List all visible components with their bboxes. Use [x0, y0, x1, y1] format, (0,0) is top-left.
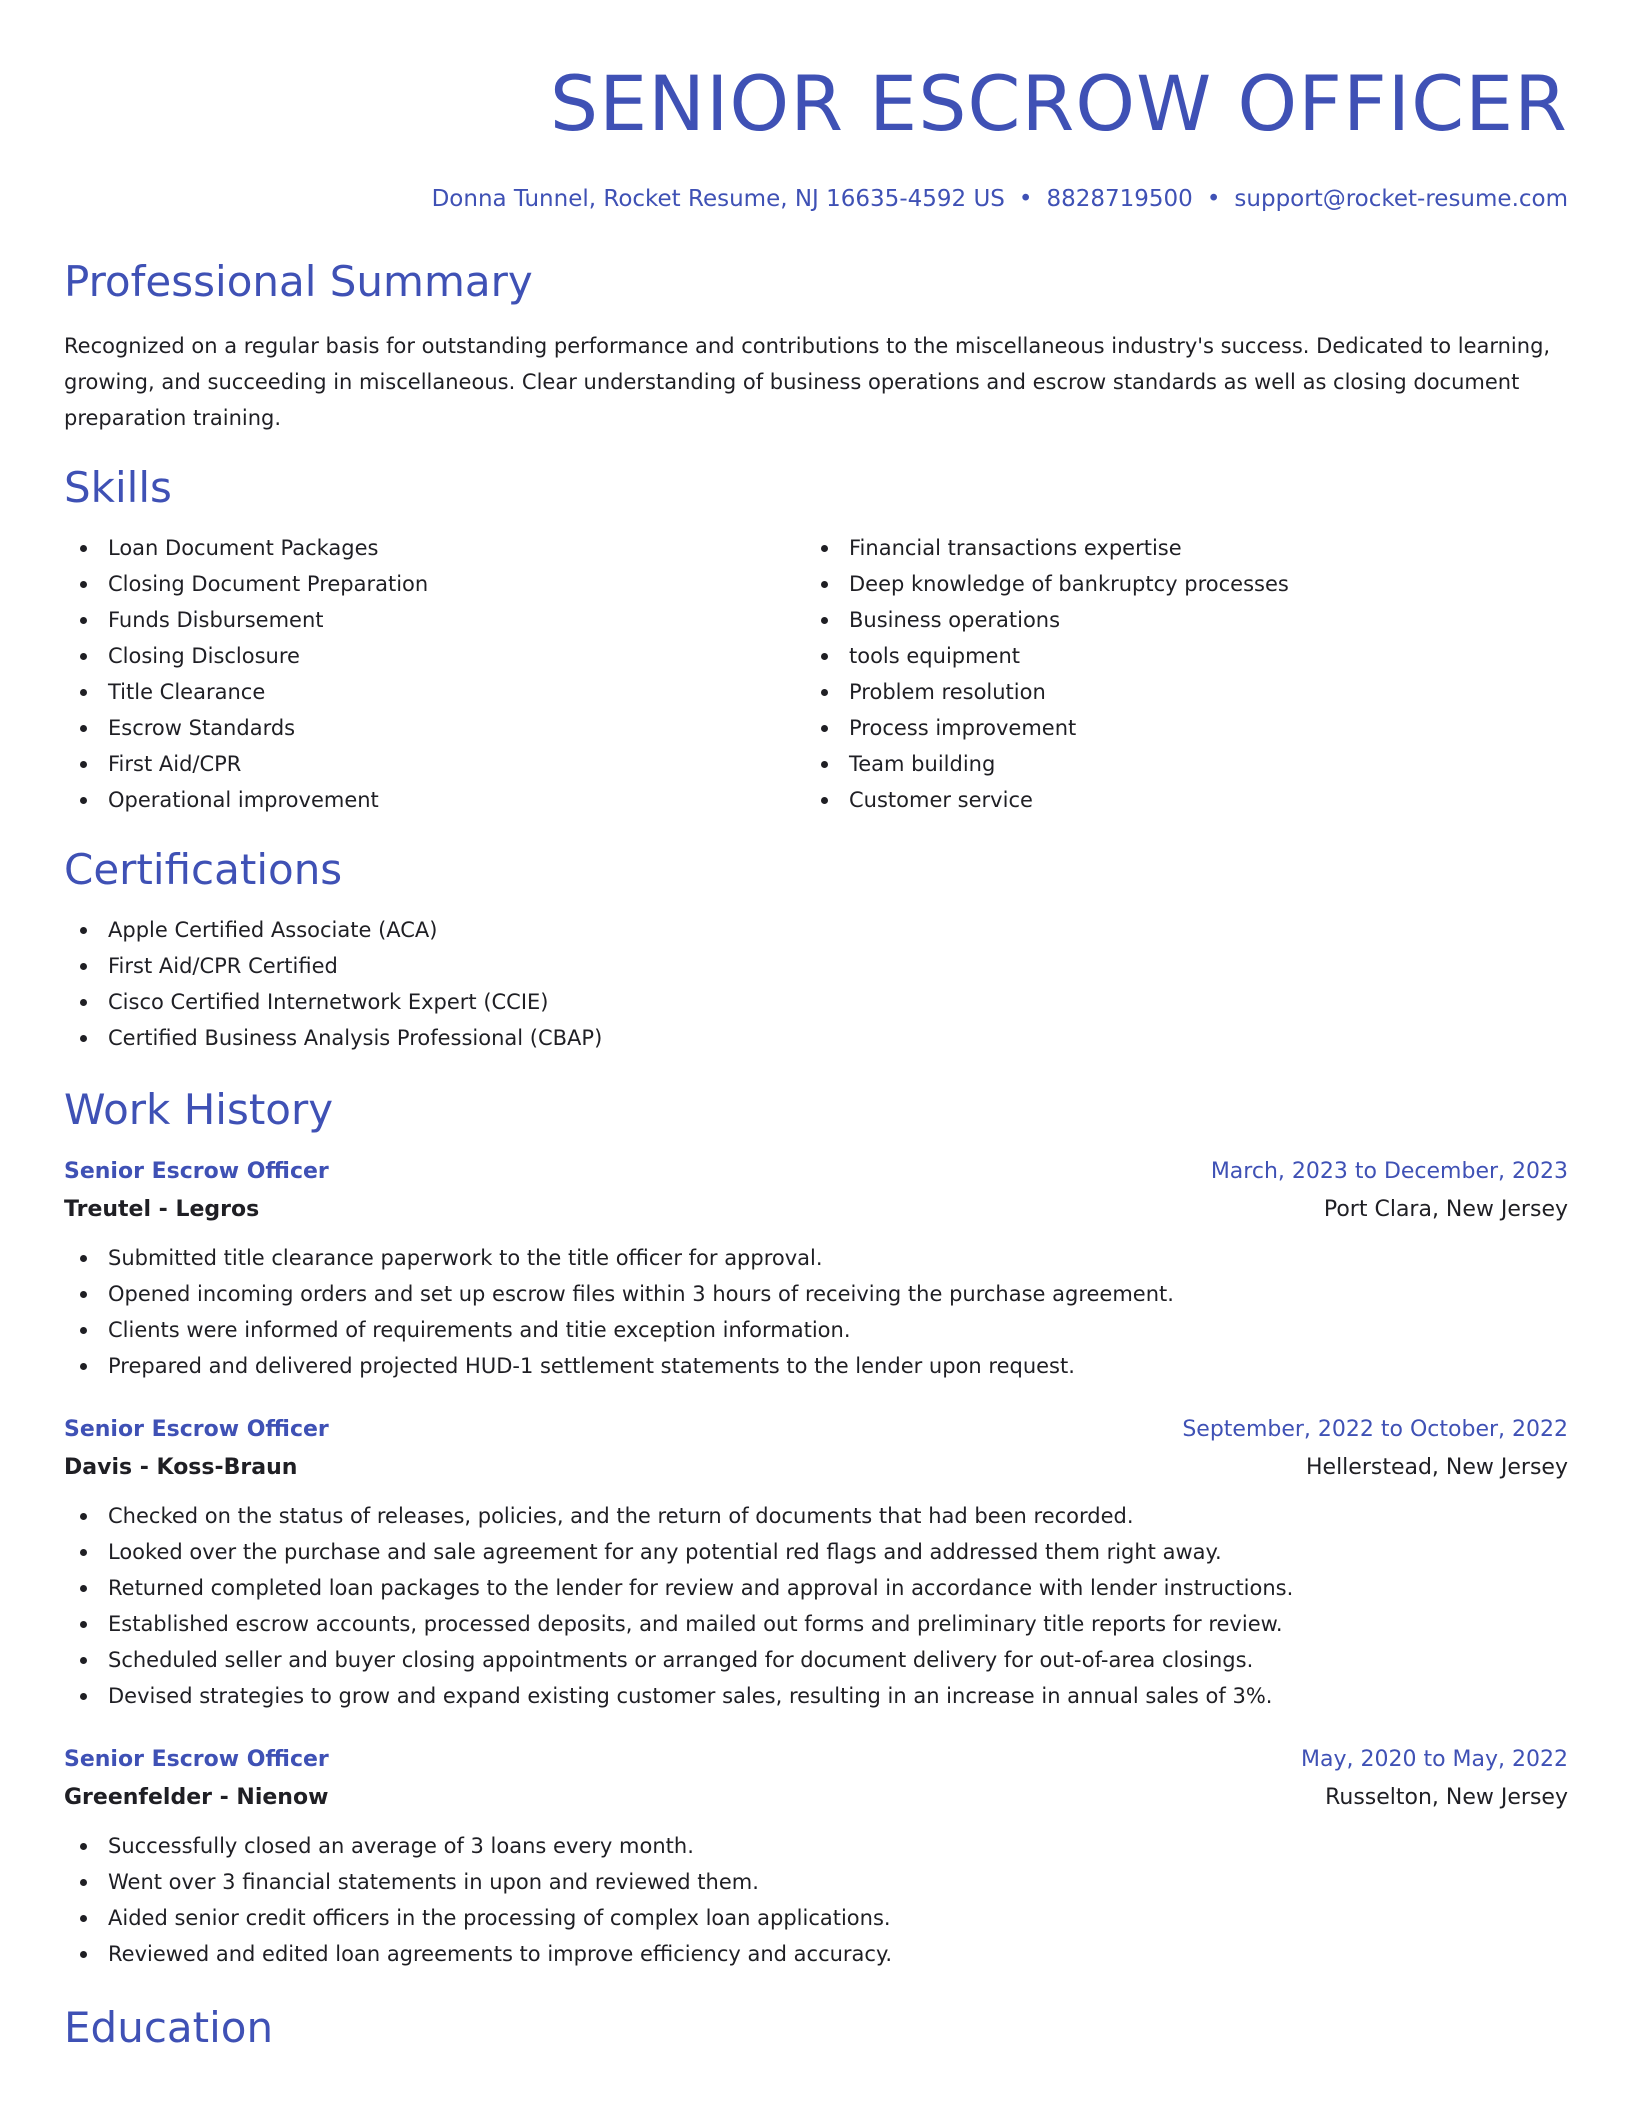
- skill-item: Team building: [805, 746, 1546, 782]
- job-bullet: Submitted title clearance paperwork to the title officer for approval.: [64, 1240, 1568, 1276]
- contact-line: [64, 182, 1568, 216]
- job-role: Senior Escrow Officer: [64, 1747, 329, 1772]
- skills-section: [64, 462, 1568, 818]
- job-company: Greenfelder - Nienow: [64, 1785, 329, 1810]
- job-bullets: [64, 1240, 1568, 1384]
- certifications-section: [64, 844, 1568, 1056]
- certification-item: Certified Business Analysis Professional (CBAP): [64, 1020, 1568, 1056]
- job-role-row: [64, 1742, 1568, 1778]
- job-location: Port Clara, New Jersey: [1323, 1197, 1568, 1222]
- education-section: [64, 2002, 1568, 2054]
- job-role-row: [64, 1154, 1568, 1190]
- job-location: Russelton, New Jersey: [1325, 1785, 1568, 1810]
- job-dates: March, 2023 to December, 2023: [1210, 1159, 1568, 1184]
- skill-item: Financial transactions expertise: [805, 530, 1546, 566]
- skill-item: Business operations: [805, 602, 1546, 638]
- job-location: Hellerstead, New Jersey: [1305, 1455, 1568, 1480]
- job-bullet: Successfully closed an average of 3 loans every month.: [64, 1828, 1568, 1864]
- work-history-section: [64, 1084, 1568, 1972]
- job-dates: May, 2020 to May, 2022: [1301, 1747, 1568, 1772]
- skills-columns: [64, 530, 1568, 818]
- work-history-heading: Work History: [64, 1085, 334, 1134]
- certifications-heading: Certifications: [64, 845, 343, 894]
- job-bullet: Scheduled seller and buyer closing appointments or arranged for document delivery for out-of-area closings.: [64, 1642, 1568, 1678]
- job-bullet: Prepared and delivered projected HUD-1 settlement statements to the lender upon request.: [64, 1348, 1568, 1384]
- job-company-row: [64, 1190, 1568, 1230]
- job-bullet: Went over 3 financial statements in upon and reviewed them.: [64, 1864, 1568, 1900]
- job-bullet: Clients were informed of requirements and titie exception information.: [64, 1312, 1568, 1348]
- contact-email: support@rocket-resume.com: [1234, 186, 1568, 212]
- skill-item: Loan Document Packages: [64, 530, 805, 566]
- job-role: Senior Escrow Officer: [64, 1159, 329, 1184]
- contact-separator: •: [1206, 186, 1221, 212]
- skill-item: tools equipment: [805, 638, 1546, 674]
- job-bullet: Checked on the status of releases, policies, and the return of documents that had been recorded.: [64, 1498, 1568, 1534]
- skill-item: Closing Disclosure: [64, 638, 805, 674]
- skill-item: Deep knowledge of bankruptcy processes: [805, 566, 1546, 602]
- job-dates: September, 2022 to October, 2022: [1182, 1417, 1568, 1442]
- job-entry: [64, 1742, 1568, 1972]
- contact-separator: •: [1018, 186, 1033, 212]
- job-title: SENIOR ESCROW OFFICER: [549, 59, 1568, 148]
- job-entry: [64, 1154, 1568, 1384]
- skill-item: Title Clearance: [64, 674, 805, 710]
- job-role: Senior Escrow Officer: [64, 1417, 329, 1442]
- certifications-list: [64, 912, 1568, 1056]
- job-bullet: Opened incoming orders and set up escrow files within 3 hours of receiving the purchase agreement.: [64, 1276, 1568, 1312]
- certification-item: Apple Certified Associate (ACA): [64, 912, 1568, 948]
- skills-list-left: [64, 530, 805, 818]
- skill-item: Funds Disbursement: [64, 602, 805, 638]
- job-bullet: Returned completed loan packages to the lender for review and approval in accordance with lender instructions.: [64, 1570, 1568, 1606]
- job-company-row: [64, 1448, 1568, 1488]
- certification-item: Cisco Certified Internetwork Expert (CCIE): [64, 984, 1568, 1020]
- skill-item: Escrow Standards: [64, 710, 805, 746]
- job-bullet: Looked over the purchase and sale agreement for any potential red flags and addressed them right away.: [64, 1534, 1568, 1570]
- job-bullet: Aided senior credit officers in the processing of complex loan applications.: [64, 1900, 1568, 1936]
- job-company-row: [64, 1778, 1568, 1818]
- job-bullets: [64, 1828, 1568, 1972]
- certification-item: First Aid/CPR Certified: [64, 948, 1568, 984]
- job-role-row: [64, 1412, 1568, 1448]
- job-company: Davis - Koss-Braun: [64, 1455, 298, 1480]
- education-heading: Education: [64, 2003, 274, 2052]
- job-bullet: Established escrow accounts, processed deposits, and mailed out forms and preliminary title reports for review.: [64, 1606, 1568, 1642]
- contact-address: Donna Tunnel, Rocket Resume, NJ 16635-4592 US: [431, 186, 1005, 212]
- skills-list-right: [805, 530, 1546, 818]
- skill-item: Customer service: [805, 782, 1546, 818]
- contact-phone: 8828719500: [1046, 186, 1193, 212]
- skill-item: Closing Document Preparation: [64, 566, 805, 602]
- job-entry: [64, 1412, 1568, 1714]
- skills-heading: Skills: [64, 463, 172, 512]
- summary-text: Recognized on a regular basis for outstanding performance and contributions to the miscellaneous industry's success. Dedicated to learning, growing, and succeeding in miscellaneous. Clear understanding of business operations and escrow standards as well as closing document preparation training.: [64, 334, 1551, 430]
- job-bullets: [64, 1498, 1568, 1714]
- job-bullet: Reviewed and edited loan agreements to improve efficiency and accuracy.: [64, 1936, 1568, 1972]
- skill-item: First Aid/CPR: [64, 746, 805, 782]
- skill-item: Problem resolution: [805, 674, 1546, 710]
- skill-item: Operational improvement: [64, 782, 805, 818]
- summary-heading: Professional Summary: [64, 257, 533, 306]
- skill-item: Process improvement: [805, 710, 1546, 746]
- resume-header: [64, 0, 1568, 216]
- summary-section: [64, 256, 1568, 436]
- job-bullet: Devised strategies to grow and expand existing customer sales, resulting in an increase in annual sales of 3%.: [64, 1678, 1568, 1714]
- job-company: Treutel - Legros: [64, 1197, 260, 1222]
